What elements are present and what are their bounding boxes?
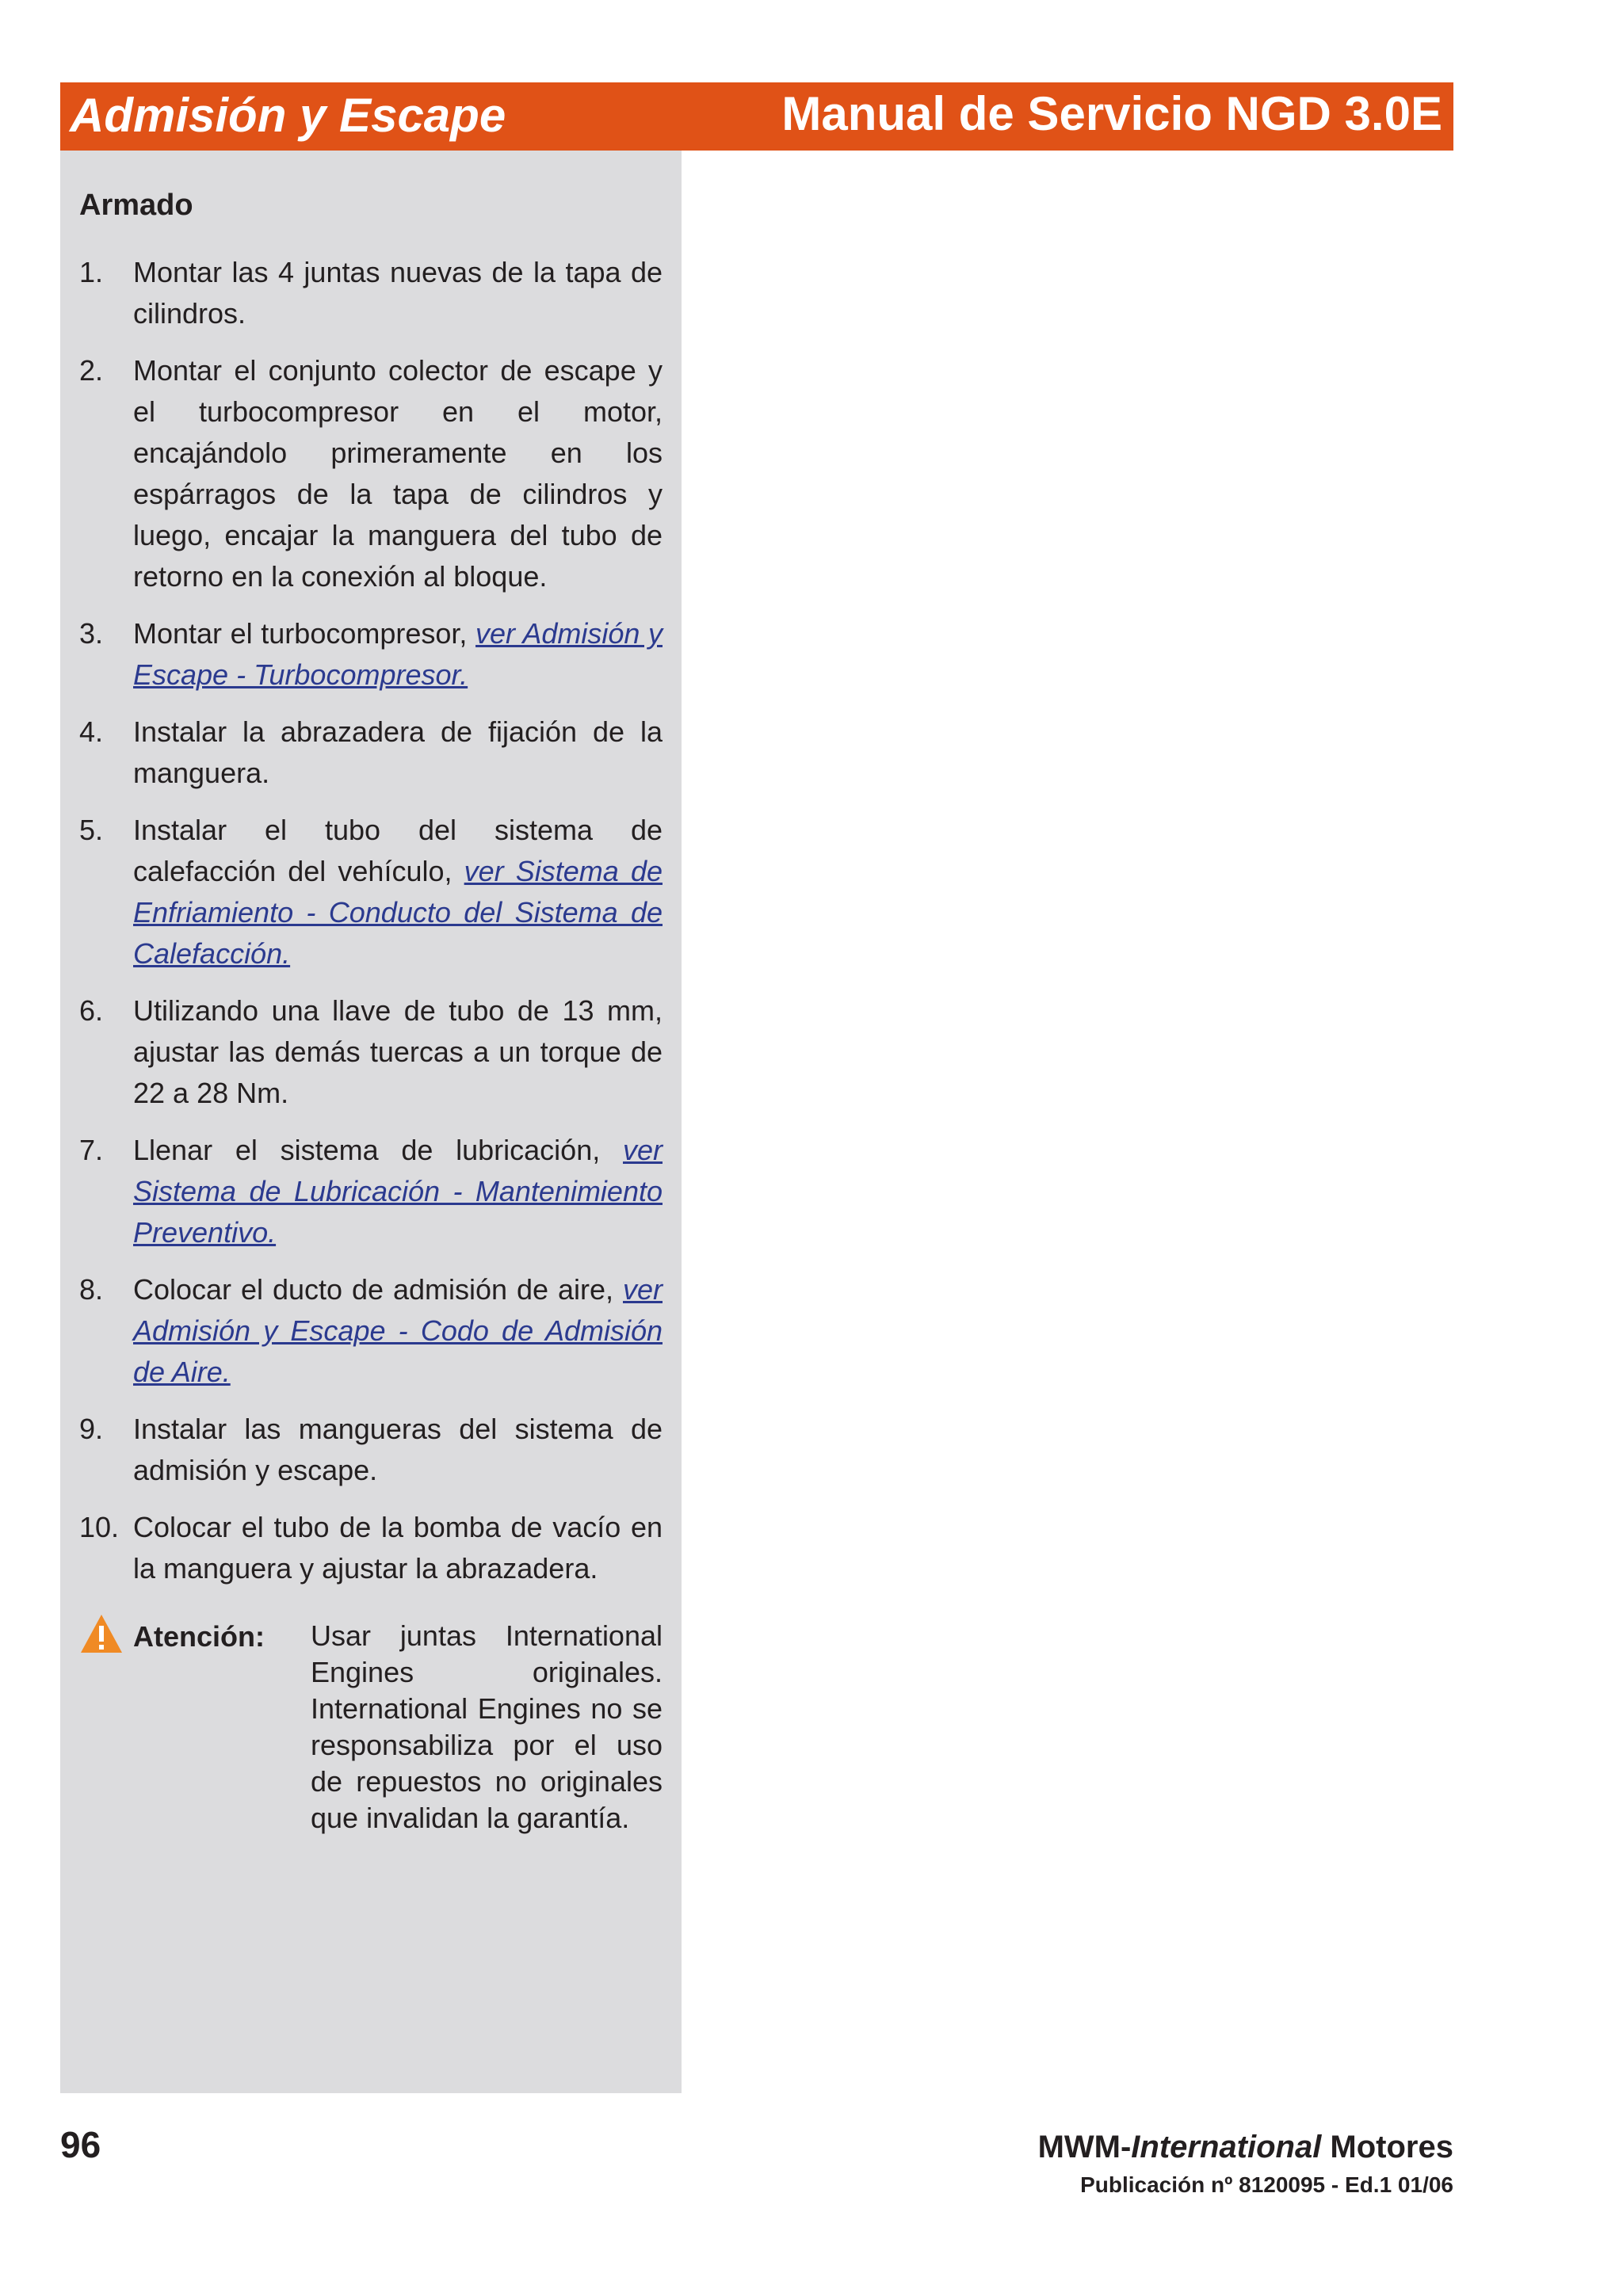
manual-title: Manual de Servicio NGD 3.0E <box>781 87 1442 140</box>
step-number: 7. <box>79 1134 104 1166</box>
section-heading: Armado <box>79 189 193 222</box>
step-text: Instalar el tubo del sistema de calefacción del vehículo, <box>133 814 663 887</box>
list-item <box>79 1409 663 1491</box>
section-title-header: Admisión y Escape <box>70 89 506 142</box>
step-number: 8. <box>79 1273 104 1306</box>
step-number: 3. <box>79 617 104 650</box>
step-text: Utilizando una llave de tubo de 13 mm, ajustar las demás tuercas a un torque de 22 a 28 Nm. <box>133 994 663 1109</box>
step-text: Colocar el tubo de la bomba de vacío en la manguera y ajustar la abrazadera. <box>133 1511 663 1585</box>
cross-reference-link[interactable]: ver Sistema de Lubricación - Mantenimiento Preventivo. <box>133 1134 663 1249</box>
step-text: Instalar la abrazadera de fijación de la manguera. <box>133 715 663 789</box>
warning-triangle-icon <box>79 1613 124 1654</box>
cross-reference-link[interactable]: ver Sistema de Enfriamiento - Conducto del Sistema de Calefacción. <box>133 855 663 970</box>
page-number: 96 <box>60 2124 101 2165</box>
cross-reference-link[interactable]: ver Admisión y Escape - Turbocompresor. <box>133 617 663 691</box>
publisher-brand <box>1038 2131 1453 2163</box>
list-item <box>79 810 663 974</box>
step-text: Montar el conjunto colector de escape y el turbocompresor en el motor, encajándolo primeramente en los espárragos de la tapa de cilindros y luego, encajar la manguera del tubo de retorno en la conexión al bloque. <box>133 354 663 593</box>
step-text: Llenar el sistema de lubricación, <box>133 1134 623 1166</box>
brand-prefix: MWM- <box>1037 2130 1132 2164</box>
list-item <box>79 613 663 696</box>
list-item <box>79 990 663 1114</box>
content-panel <box>60 151 682 2093</box>
warning-label: Atención: <box>133 1620 265 1653</box>
step-text: Montar las 4 juntas nuevas de la tapa de cilindros. <box>133 256 663 330</box>
steps-list <box>79 252 663 1851</box>
step-text: Instalar las mangueras del sistema de admisión y escape. <box>133 1413 663 1486</box>
list-item <box>79 1507 663 1589</box>
list-item <box>79 350 663 597</box>
list-item <box>79 711 663 794</box>
warning-note <box>79 1613 663 1851</box>
step-number: 5. <box>79 814 104 846</box>
brand-italic: International <box>1131 2130 1322 2164</box>
step-number: 10. <box>79 1511 120 1543</box>
step-number: 1. <box>79 256 104 288</box>
page-header <box>60 82 1453 151</box>
step-number: 2. <box>79 354 104 387</box>
footer-publisher <box>1038 2131 1453 2196</box>
step-number: 4. <box>79 715 104 748</box>
brand-suffix: Motores <box>1321 2130 1453 2164</box>
warning-text: Usar juntas International Engines originales. International Engines no se responsabiliza por el uso de repuestos no originales que invalidan la garantía. <box>311 1619 663 1834</box>
step-number: 6. <box>79 994 104 1027</box>
step-text: Montar el turbocompresor, <box>133 617 476 650</box>
list-item <box>79 252 663 334</box>
step-text: Colocar el ducto de admisión de aire, <box>133 1273 623 1306</box>
list-item <box>79 1269 663 1393</box>
cross-reference-link[interactable]: ver Admisión y Escape - Codo de Admisión de Aire. <box>133 1273 663 1388</box>
step-number: 9. <box>79 1413 104 1445</box>
list-item <box>79 1130 663 1253</box>
publication-info: Publicación nº 8120095 - Ed.1 01/06 <box>1080 2172 1453 2197</box>
